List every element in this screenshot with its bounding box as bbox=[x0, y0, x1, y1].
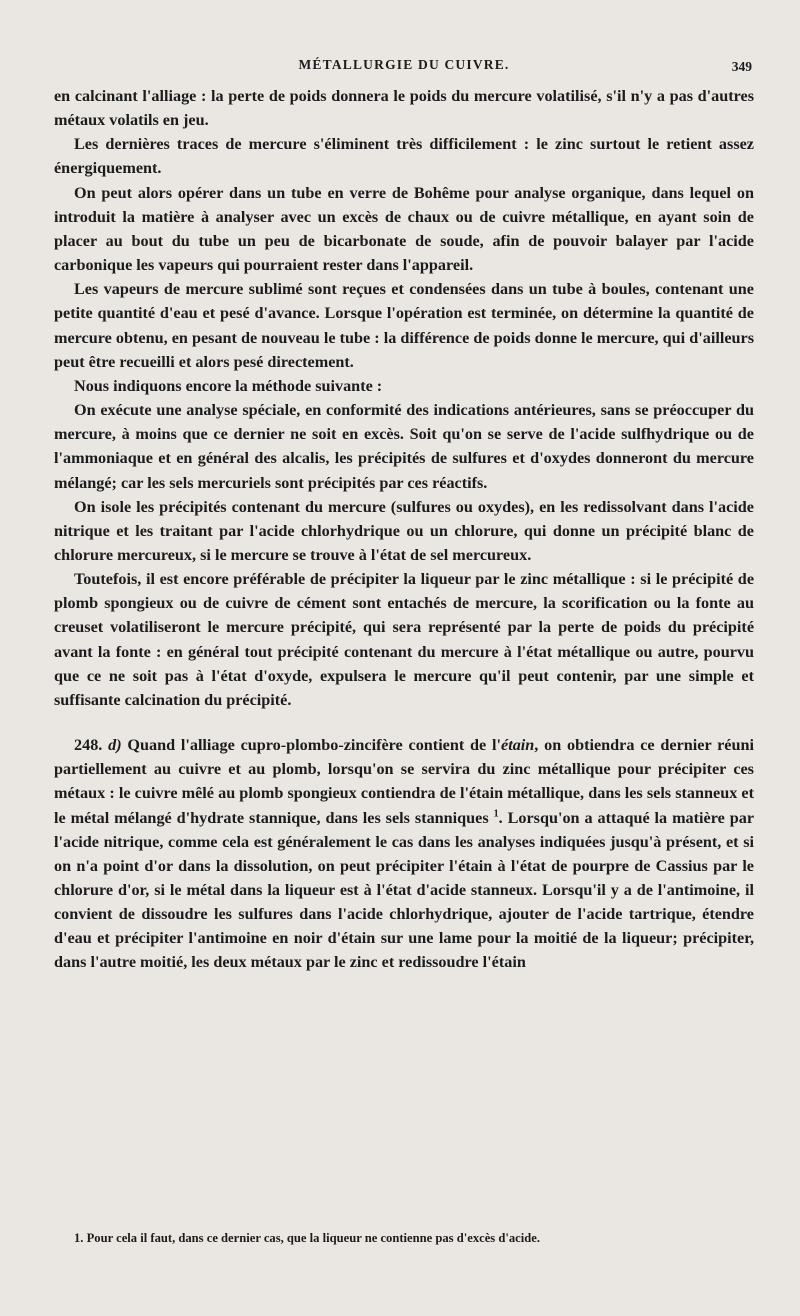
paragraph-5: Nous indiquons encore la méthode suivante : bbox=[74, 376, 383, 395]
paragraph-8: Toutefois, il est encore préférable de précipiter la liqueur par le zinc métallique : si le précipité de plomb spongieux ou de cuivre de cément sont entachés de mercure, la scorification ou la fonte au creuset volatiliseront le mercure précipité, qui sera représenté par la perte de poids du précipité avant la fonte : en général tout précipité contenant du mercure à l'état métallique ou autre, pourvu que ce ne soit pas à l'état d'oxyde, expulsera le mercure qu'il peut contenir, par une simple et suffisante calcination du précipité. bbox=[54, 570, 754, 709]
footnote-number: 1. bbox=[74, 1231, 84, 1245]
footnote-reference: 1 bbox=[493, 808, 499, 820]
paragraph-6: On exécute une analyse spéciale, en conformité des indications antérieures, sans se préoccuper du mercure, à moins que ce dernier ne soit en excès. Soit qu'on se serve de l'acide sulfhydrique ou de l'ammoniaque et en général des alcalis, les précipités de sulfures et d'oxydes donneront du mercure mélangé; car les sels mercuriels sont précipités par ces réactifs. bbox=[54, 401, 754, 492]
paragraph-3: On peut alors opérer dans un tube en verre de Bohême pour analyse organique, dans lequel on introduit la matière à analyser avec un excès de chaux ou de cuivre métallique, en ayant soin de placer au bout du tube un peu de bicarbonate de soude, afin de pouvoir balayer par l'acide carbonique les vapeurs qui pourraient rester dans l'appareil. bbox=[54, 183, 754, 275]
section-letter: d) bbox=[108, 736, 122, 755]
paragraph-7: On isole les précipités contenant du mercure (sulfures ou oxydes), en les redissolvant dans l'acide nitrique et les traitant par l'acide chlorhydrique ou un chlorure, qui donne un précipité blanc de chlorure mercureux, si le mercure se trouve à l'état de sel mercureux. bbox=[54, 497, 754, 564]
paragraph-1: en calcinant l'alliage : la perte de poids donnera le poids du mercure volatilisé, s'il n'y a pas d'autres métaux volatils en jeu. bbox=[54, 87, 754, 130]
body-text bbox=[54, 84, 754, 975]
running-head bbox=[54, 57, 754, 77]
paragraph-2: Les dernières traces de mercure s'éliminent très difficilement : le zinc surtout le retient assez énergiquement. bbox=[54, 135, 754, 178]
section-text-c: . Lorsqu'on a attaqué la matière par l'acide nitrique, comme cela est généralement le cas dans les analyses indiquées jusqu'à présent, et si on n'a point d'or dans la dissolution, on peut précipiter l'étain à l'état de pourpre de Cassius par le chlorure d'or, si le métal dans la liqueur est à l'état d'acide stanneux. Lorsqu'il y a de l'antimoine, il convient de dissoudre les sulfures dans l'acide chlorhydrique, ajouter de l'acide tartrique, étendre d'eau et précipiter l'antimoine en noir d'étain sur une lame pour la moitié de la liqueur; précipiter, dans l'autre moitié, les deux métaux par le zinc et redissoudre l'étain bbox=[54, 808, 754, 972]
running-title: MÉTALLURGIE DU CUIVRE. bbox=[298, 57, 510, 72]
page-number: 349 bbox=[731, 59, 752, 74]
paragraph-4: Les vapeurs de mercure sublimé sont reçues et condensées dans un tube à boules, contenant une petite quantité d'eau et pesé d'avance. Lorsque l'opération est terminée, on détermine la quantité de mercure obtenu, en pesant de nouveau le tube : la différence de poids donne le mercure, qui d'ailleurs peut être recueilli et alors pesé directement. bbox=[54, 280, 754, 371]
footnote-text: Pour cela il faut, dans ce dernier cas, que la liqueur ne contienne pas d'excès d'acide. bbox=[86, 1231, 540, 1245]
section-number: 248. bbox=[74, 736, 103, 755]
section-text-b: , on obtiendra ce dernier réuni partiellement au cuivre et au plomb, lorsqu'on se servira du zinc métallique pour précipiter ces métaux : le cuivre mêlé au plomb spongieux contiendra de l'étain métallique, dans les sels stanneux et le métal mélangé d'hydrate stannique, dans les sels stanniques bbox=[54, 736, 754, 827]
footnote bbox=[54, 1230, 754, 1246]
section-term-etain: étain bbox=[501, 736, 535, 755]
paragraph-section-248 bbox=[54, 733, 754, 975]
section-text-a: Quand l'alliage cupro-plombo-zincifère contient de l' bbox=[127, 736, 502, 755]
